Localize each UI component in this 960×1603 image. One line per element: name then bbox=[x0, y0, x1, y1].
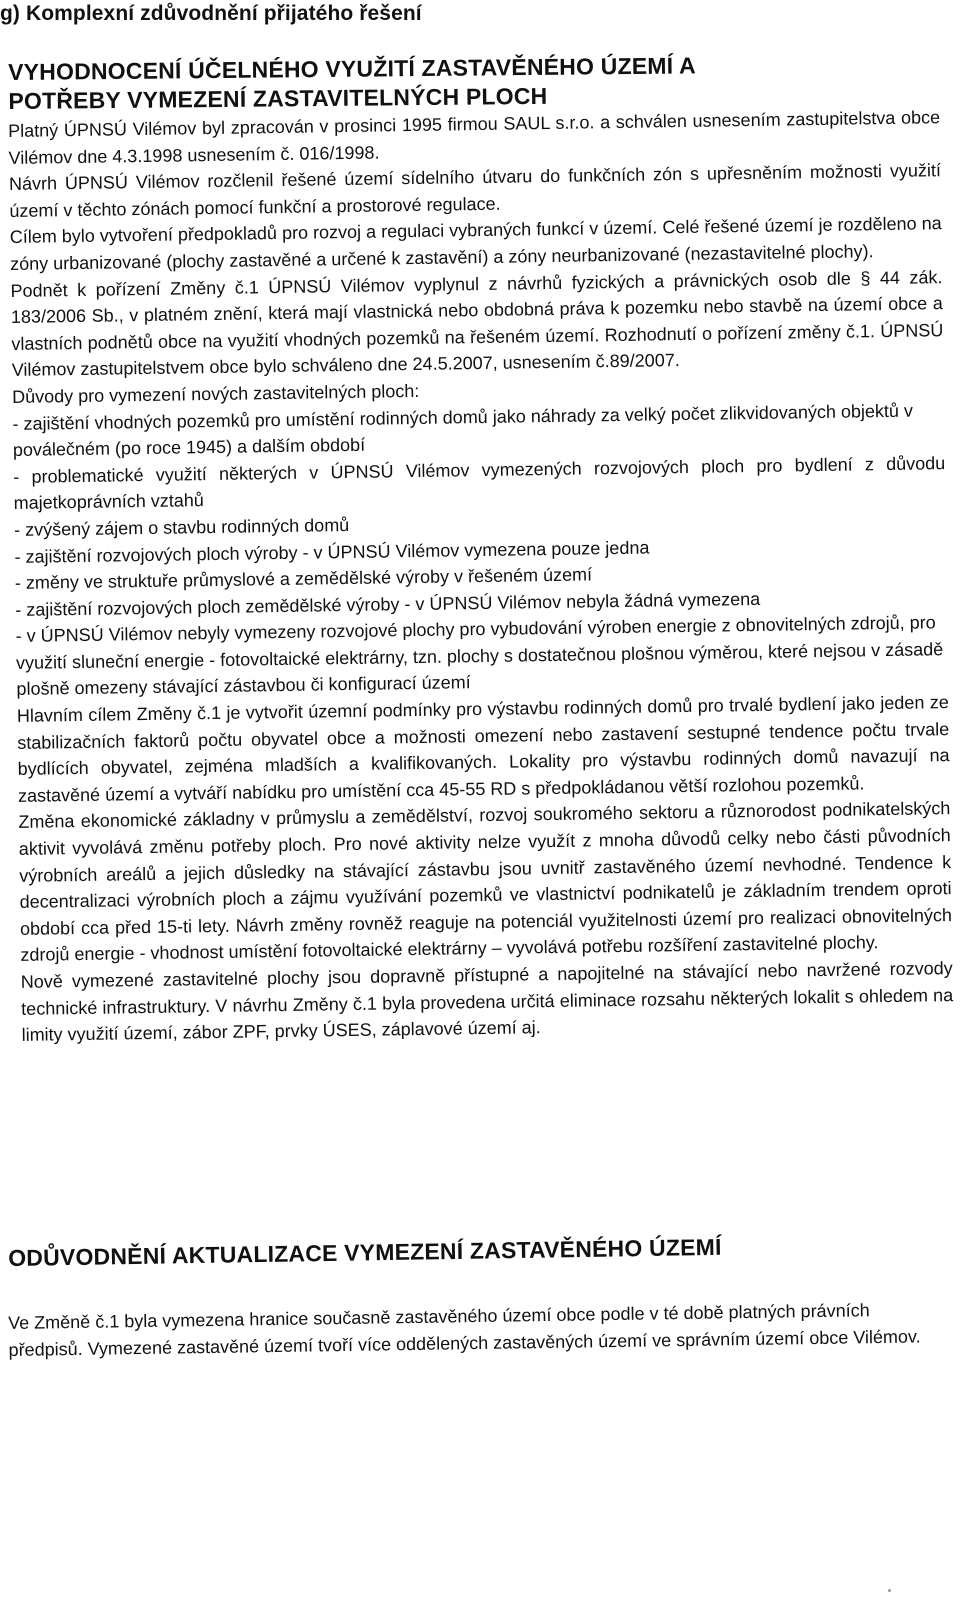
heading-line: POTŘEBY VYMEZENÍ ZASTAVITELNÝCH PLOCH bbox=[8, 82, 548, 114]
heading-built-up-area-update: ODŮVODNĚNÍ AKTUALIZACE VYMEZENÍ ZASTAVĚNÉHO ÚZEMÍ bbox=[8, 1233, 722, 1271]
paragraph: Platný ÚPNSÚ Vilémov byl zpracován v prosinci 1995 firmou SAUL s.r.o. a schválen usnesením zastupitelstva obce Vilémov dne 4.3.1998 usnesením č. 016/1998. bbox=[8, 107, 941, 168]
list-item: - zajištění vhodných pozemků pro umístění rodinných domů jako náhrady za velký počet zlikvidovaných objektů v poválečném (po roce 1945) a dalším období bbox=[12, 400, 914, 461]
paragraph: Hlavním cílem Změny č.1 je vytvořit územní podmínky pro výstavbu rodinných domů pro trvalé bydlení jako jeden ze stabilizačních faktorů počtu obyvatel obce a možnosti omezení nebo zastavení sestupné tendence počtu trvale bydlících obyvatel, zejména mladších a kvalifikovaných. Lokality pro výstavbu rodinných domů navazují na zastavěné území a vytváří nabídku pro umístění cca 45-55 RD s předpokládanou větší rozlohou pozemků. bbox=[16, 692, 950, 806]
section-heading: g) Komplexní zdůvodnění přijatého řešení bbox=[0, 2, 422, 25]
heading-line: VYHODNOCENÍ ÚČELNÉHO VYUŽITÍ ZASTAVĚNÉHO ÚZEMÍ A bbox=[8, 52, 696, 85]
scan-speck bbox=[888, 1589, 891, 1592]
list-intro: Důvody pro vymezení nových zastavitelných ploch: bbox=[11, 380, 420, 407]
body-text-main bbox=[8, 104, 954, 1049]
paragraph: Ve Změně č.1 byla vymezena hranice současně zastavěného území obce podle v té době platných právních předpisů. Vymezené zastavěné území tvoří více oddělených zastavěných území ve správním území obce Vilémov. bbox=[8, 1300, 921, 1360]
paragraph: Nově vymezené zastavitelné plochy jsou dopravně přístupné a napojitelné na stávající nebo navržené rozvody technické infrastruktury. V návrhu Změny č.1 byla provedena určitá eliminace rozsahu některých lokalit s ohledem na limity využití území, zábor ZPF, prvky ÚSES, záplavové území aj. bbox=[20, 958, 954, 1046]
list-item: - problematické využití některých v ÚPNSÚ Vilémov vymezených rozvojových ploch pro bydlení z důvodu majetkoprávních vztahů bbox=[13, 452, 946, 514]
paragraph: Změna ekonomické základny v průmyslu a zemědělství, rozvoj soukromého sektoru a různorodost podnikatelských aktivit vyvolává změnu potřeby ploch. Pro nové aktivity nelze využít z mnoha důvodů celky nebo části původních výrobních areálů a jejich důsledky na stávající zástavbu jsou uvnitř zastavěného území nevhodné. Tendence k decentralizaci výrobních ploch a zájmu využívání pozemků ve vlastnictví podnikatelů je základním trendem oproti období cca před 15-ti lety. Návrh změny rovněž reaguje na potenciál využitelnosti území pro realizaci obnovitelných zdrojů energie - vhodnost umístění fotovoltaické elektrárny – vyvolává potřebu rozšíření zastavitelné plochy. bbox=[18, 798, 953, 966]
body-text-secondary bbox=[8, 1296, 941, 1363]
list-item: - v ÚPNSÚ Vilémov nebyly vymezeny rozvojové plochy pro vybudování výroben energie z obnovitelných zdrojů, pro využití sluneční energie - fotovoltaické elektrárny, tzn. plochy s dostatečnou plošnou výměrou, které nejsou v zásadě plošně omezeny stávající zástavbou či konfigurací území bbox=[15, 612, 944, 700]
list-item: - zajištění rozvojových ploch výroby - v ÚPNSÚ Vilémov vymezena pouze jedna bbox=[14, 537, 650, 567]
paragraph: Návrh ÚPNSÚ Vilémov rozčlenil řešené území sídelního útvaru do funkčních zón s upřesněním možnosti využití území v těchto zónách pomocí funkční a prostorové regulace. bbox=[8, 160, 942, 221]
paragraph: Podnět k pořízení Změny č.1 ÚPNSÚ Vilémov vyplynul z návrhů fyzických a právnických osob dle § 44 zák. 183/2006 Sb., v platném znění, která mají vlastnická nebo obdobná práva k pozemku nebo stavbě na území obce a vlastních podnětů obce na využití vhodných pozemků na řešeném území. Rozhodnutí o pořízení změny č.1. ÚPNSÚ Vilémov zastupitelstvem obce bylo schváleno dne 24.5.2007, usnesením č.89/2007. bbox=[10, 266, 944, 381]
list-item: - změny ve struktuře průmyslové a zemědělské výroby v řešeném území bbox=[14, 564, 593, 594]
list-item: - zajištění rozvojových ploch zemědělské výroby - v ÚPNSÚ Vilémov nebyla žádná vymezena bbox=[15, 588, 761, 620]
paragraph: Cílem bylo vytvoření předpokladů pro rozvoj a regulaci vybraných funkcí v území. Celé řešené území je rozděleno na zóny urbanizované (plochy zastavěné a určené k zastavění) a zóny neurbanizované (nezastavitelné plochy). bbox=[9, 213, 942, 274]
list-item: - zvýšený zájem o stavbu rodinných domů bbox=[13, 514, 350, 540]
